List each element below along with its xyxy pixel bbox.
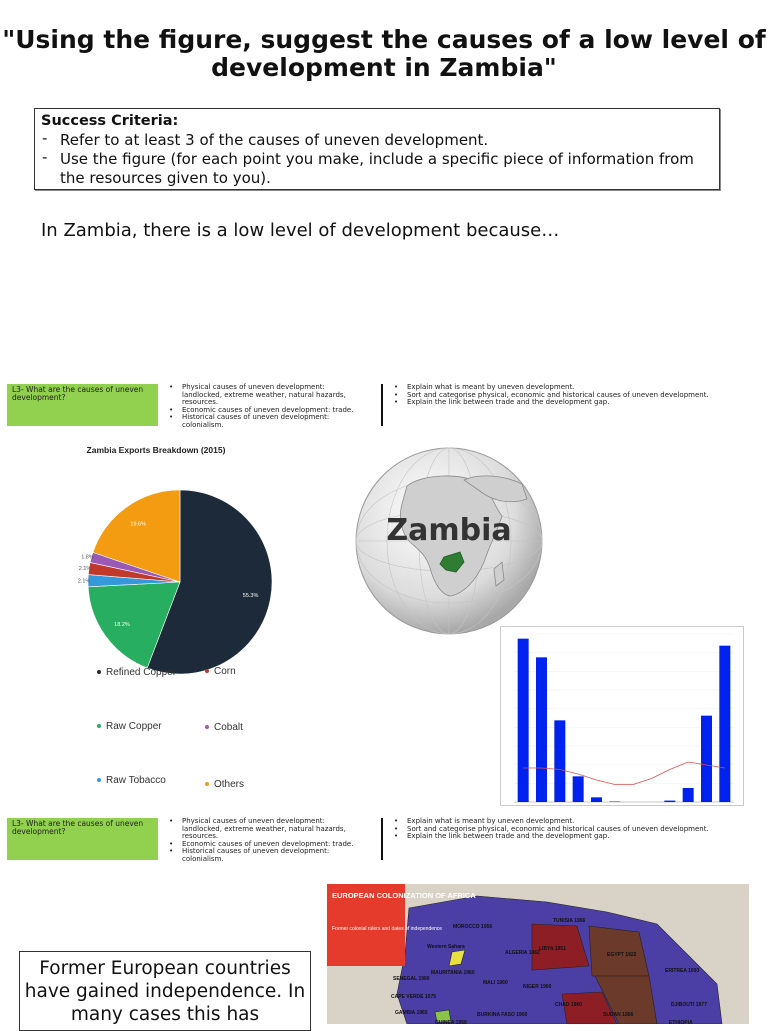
criteria-item: - Refer to at least 3 of the causes of uneven development. [35,131,709,150]
legend-item-corn: Corn [205,666,236,677]
map-country-label: GAMBIA 1965 [395,1010,428,1016]
map-country-label: SUDAN 1956 [603,1012,634,1018]
lo-question: L3- What are the causes of uneven development? [7,384,158,426]
map-country-label: LIBYA 1951 [539,946,566,952]
map-country-label: ALGERIA 1962 [505,950,540,956]
legend-marker [205,669,209,673]
map-subtitle: Former colonial rulers and dates of independence [332,926,442,932]
rain-bar [719,646,730,802]
map-country-label: EGYPT 1922 [607,952,637,958]
legend-marker [97,724,101,728]
legend-marker [97,670,101,674]
exports-pie-chart [70,440,310,800]
map-country-label: TUNISIA 1956 [553,918,586,924]
lo-divider [381,384,383,426]
legend-item-cobalt: Cobalt [205,722,243,733]
map-country-label: ERITREA 1993 [665,968,699,974]
rain-bar [554,720,565,802]
lo-causes-list: • Physical causes of uneven development: landlocked, extreme weather, natural hazards, resources. • Economic causes of uneven development: trade. • Historical causes of uneven development: colonialism. [167,384,367,429]
map-country-label: GUINEA 1958 [435,1020,467,1024]
lo-question: L3- What are the causes of uneven development? [7,818,158,860]
rain-bar [573,776,584,802]
lo-divider [381,818,383,860]
success-criteria-box [34,108,720,190]
map-country-label: MALI 1960 [483,980,508,986]
legend-item-raw-copper: Raw Copper [97,721,162,732]
map-country-label: DJIBOUTI 1977 [671,1002,707,1008]
map-country-label: CAPE VERDE 1975 [391,994,436,1000]
map-country-label: CHAD 1960 [555,1002,582,1008]
rain-bar [591,797,602,802]
legend-item-raw-tobacco: Raw Tobacco [97,775,166,786]
globe-label: Zambia [386,513,511,548]
lo-causes-list: • Physical causes of uneven development: landlocked, extreme weather, natural hazards, resources. • Economic causes of uneven development: trade. • Historical causes of uneven development: colonialism. [167,818,367,863]
pie-data-label: 2.1% [78,579,91,585]
page-title: "Using the figure, suggest the causes of a low level of development in Zambia" [0,26,768,82]
legend-marker [205,782,209,786]
rain-bar [701,716,712,802]
rain-bar [664,801,675,802]
criteria-item: - Use the figure (for each point you make, include a specific piece of information from the resources given to you). [35,150,709,188]
pie-data-label: 19.6% [130,522,146,528]
success-criteria-heading: Success Criteria: [41,112,719,131]
legend-marker [97,778,101,782]
independence-note: Former European countries have gained independence. In many cases this has [19,951,311,1031]
map-country-label: ETHIOPIA [669,1020,693,1024]
pie-data-label: 2.1% [79,566,92,572]
pie-data-label: 1.8% [81,554,94,560]
map-title: EUROPEAN COLONIZATION OF AFRICA [332,891,476,900]
globe-image [352,444,547,639]
learning-objective-banner [7,384,768,426]
answer-prompt: In Zambia, there is a low level of development because… [41,220,559,241]
lo-tasks-list: • Explain what is meant by uneven development. • Sort and categorise physical, economic and historical causes of uneven development. • Explain the link between trade and the development gap. [392,818,712,841]
legend-marker [205,725,209,729]
pie-data-label: 55.3% [243,593,259,599]
map-country-label: SENEGAL 1960 [393,976,430,982]
colonization-map [327,884,749,1024]
lo-tasks-list: • Explain what is meant by uneven development. • Sort and categorise physical, economic and historical causes of uneven development. • Explain the link between trade and the development gap. [392,384,712,407]
map-country-label: BURKINA FASO 1960 [477,1012,528,1018]
map-country-label: NIGER 1960 [523,984,552,990]
pie-data-label: 18.2% [114,622,130,628]
legend-item-refined-copper: Refined Copper [97,667,176,678]
legend-item-others: Others [205,779,244,790]
rain-bar [518,639,529,802]
map-country-label: Western Sahara [427,944,465,950]
map-country-label: MOROCCO 1956 [453,924,492,930]
learning-objective-banner-repeat [7,818,768,860]
map-country-label: MAURITANIA 1960 [431,970,475,976]
pie-title: Zambia Exports Breakdown (2015) [87,445,226,455]
climate-bar-chart [500,626,744,806]
rain-bar [536,657,547,802]
rain-bar [683,788,694,802]
